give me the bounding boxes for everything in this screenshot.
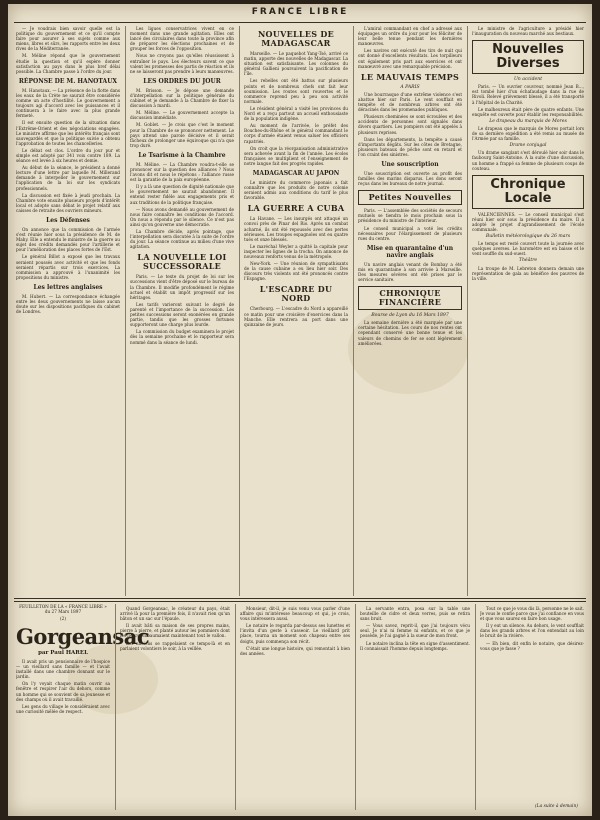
article-paragraph: La commission du budget examinera le projet dès la semaine prochaine et le rapporteur sera nommé dans la séance de lundi. bbox=[130, 329, 234, 345]
article-paragraph: Un navire anglais venant de Bombay a été mis en quarantaine à son arrivée à Marseille. Des mesures sévères ont été prises par le service sanitaire. bbox=[358, 261, 462, 283]
article-paragraph: — Nous avons demandé au gouvernement de nous faire connaître les conditions de l'accord. On nous a répondu par le silence. Ce n'est pas ainsi qu'on gouverne une démocratie. bbox=[130, 206, 234, 227]
feuilleton-rule bbox=[14, 601, 586, 602]
feuilleton-header bbox=[16, 604, 150, 716]
section-heading: RÉPONSE DE M. HANOTAUX bbox=[18, 77, 118, 85]
article-paragraph: Le général Billot a exposé que les travaux seraient poussés avec activité et que les fonds seraient répartis sur trois exercices. La commission a approuvé à l'unanimité les propositions du ministre. bbox=[16, 254, 120, 280]
section-subheading: Théâtre bbox=[518, 258, 538, 264]
article-paragraph: Au début de la séance, le président a donné lecture d'une lettre par laquelle M. Millerand demande à interpeller le gouvernement sur l'application de la loi sur les syndicats professionnels. bbox=[16, 165, 120, 191]
article-paragraph: Le conseil municipal a voté les crédits nécessaires pour l'élargissement de plusieurs rues du centre. bbox=[358, 225, 462, 241]
article-paragraph: Le ministre du commerce japonais a fait connaître que les produits de notre colonie seraient admis aux conditions du tarif le plus favorable. bbox=[244, 179, 348, 201]
feuilleton-paragraph: On l'y voyait chaque matin ouvrir sa fenêtre et respirer l'air du dehors, comme un homme qui se souvient de sa jeunesse et des champs où il avait travaillé. bbox=[16, 681, 110, 702]
section-heading: Mise en quarantaine d'un navire anglais bbox=[366, 244, 454, 259]
article-paragraph: L'amiral commandant en chef a adressé aux équipages un ordre du jour pour les féliciter de leur belle tenue pendant les dernières manœuvres. bbox=[358, 26, 462, 47]
section-heading: CHRONIQUE FINANCIÈRE bbox=[358, 286, 462, 310]
article-paragraph: Les navires ont exécuté des tirs de nuit qui ont donné d'excellents résultats. Les torpilleurs ont également pris part aux exercices et ont manœuvré avec une remarquable précision. bbox=[358, 48, 462, 69]
article-paragraph: Le ministre de l'agriculture a présidé hier l'inauguration du nouveau marché aux bestiaux. bbox=[472, 26, 584, 37]
article-paragraph: M. Méline répond que le gouvernement étudie la question et qu'il espère donner satisfaction au pays dans le plus bref délai possible. La Chambre passe à l'ordre du jour. bbox=[16, 53, 120, 74]
feuilleton-caption: FEUILLETON DE LA « FRANCE LIBRE » du 27 Mars 1897 bbox=[19, 604, 107, 614]
article-paragraph: Le maréchal Weyler a quitté la capitale pour inspecter les lignes de la trocha. On annonce de nouveaux renforts venus de la métropole. bbox=[244, 243, 348, 259]
article-paragraph: Paris. — Un ouvrier couvreur, nommé Jean B..., est tombé hier d'un échafaudage dans la rue de Rivoli. Relevé grièvement blessé, il a été transporté à l'hôpital de la Charité. bbox=[472, 84, 584, 105]
article-paragraph: New-York. — Une réunion de sympathisants de la cause cubaine a eu lieu hier soir. Des discours très violents ont été prononcés contre l'Espagne. bbox=[244, 261, 348, 282]
article-paragraph: M. Méline. — Le gouvernement accepte la discussion immédiate. bbox=[130, 110, 234, 121]
continued-note: (La suite à demain) bbox=[534, 804, 578, 809]
feuilleton-column-2 bbox=[120, 606, 230, 810]
section-heading: L'ESCADRE DU NORD bbox=[259, 284, 333, 304]
column-rule bbox=[115, 604, 116, 810]
feuilleton-paragraph: La servante entra, posa sur la table une bouteille de cidre et deux verres, puis se retira sans bruit. bbox=[360, 606, 470, 622]
column-5 bbox=[472, 26, 584, 596]
section-heading: Le Tsarisme à la Chambre bbox=[138, 151, 226, 159]
column-rule bbox=[239, 26, 240, 596]
article-paragraph: Il y a là une question de dignité nationale que le gouvernement ne saurait abandonner. Il entend rester fidèle aux engagements pris et aux traditions de la politique française. bbox=[130, 184, 234, 205]
section-heading: Une souscription bbox=[381, 160, 439, 168]
article-paragraph: La discussion est fixée à jeudi prochain. La Chambre vote ensuite plusieurs projets d'intérêt local et adopte sans débat le projet relatif aux caisses de retraite des ouvriers mineurs. bbox=[16, 192, 120, 213]
article-paragraph: M. Méline. — La Chambre voudra-t-elle se prononcer sur la question des alliances ? Nous l'avons dit et nous le répétons : l'alliance russe est la garantie de la paix européenne. bbox=[130, 161, 234, 183]
section-heading: Petites Nouvelles bbox=[358, 190, 462, 205]
article-paragraph: Les tarifs varieront suivant le degré de parenté et l'importance de la succession. Les petites successions seront exonérées en grande partie, tandis que les grosses fortunes supporteront une charge plus lourde. bbox=[130, 301, 234, 328]
article-paragraph: — Je voudrais bien savoir quelle est la politique du gouvernement et ce qu'il compte faire pour assurer à ses sujets comme aux miens, libres et sûrs, les rapports entre les deux rives de la Méditerranée. bbox=[16, 26, 120, 52]
article-paragraph: Il est ensuite question de la situation dans l'Extrême-Orient et des négociations engagées. Le ministre affirme que les intérêts français sont sauvegardés et que la politique suivie a obtenu l'approbation de toutes les chancelleries. bbox=[16, 120, 120, 146]
newspaper-page bbox=[8, 4, 592, 816]
feuilleton-paragraph: Le notaire inclina la tête en signe d'assentiment. Il connaissait l'homme depuis longtemps. bbox=[360, 640, 470, 651]
feuilleton-paragraph: Le notaire le regarda par-dessus ses lunettes et l'invita d'un geste à s'asseoir. Le vieillard prit place, tourna un moment son chapeau entre ses doigts, puis commença son récit. bbox=[240, 623, 350, 644]
section-heading: MADAGASCAR AU JAPON bbox=[252, 169, 340, 177]
column-rule bbox=[353, 26, 354, 596]
section-heading: Les Défenses bbox=[46, 217, 90, 224]
masthead-rule bbox=[14, 22, 586, 23]
article-paragraph: Le débat est clos. L'ordre du jour pur et simple est adopté par 341 voix contre 189. La séance est levée à six heures et demie. bbox=[16, 147, 120, 164]
feuilleton-paragraph: Monsieur, dit-il, je suis venu vous parler d'une affaire qui m'intéresse beaucoup et qui, je crois, vous intéressera aussi. bbox=[240, 606, 350, 622]
article-paragraph: Le résident général a visité les provinces du Nord et a reçu partout un accueil enthousiaste de la population indigène. bbox=[244, 105, 348, 122]
column-rule bbox=[355, 604, 356, 810]
article-paragraph: La troupe de M. Lebreton donnera demain une représentation de gala au bénéfice des pauvres de la ville. bbox=[472, 265, 584, 281]
article-paragraph: M. Brisson. — Je dépose une demande d'interpellation sur la politique générale du cabinet et je demande à la Chambre de fixer la discussion à mardi. bbox=[130, 87, 234, 109]
article-paragraph: On annonce que la commission de l'armée s'est réunie hier sous la présidence de M. de Mahy. Elle a entendu le ministre de la guerre au sujet des crédits demandés pour l'artillerie et pour l'amélioration des places fortes de l'Est. bbox=[16, 227, 120, 253]
feuilleton-paragraph: Il avait pris un pensionnaire de l'hospice — un vieillard sans famille — et l'avait installé dans une chambre donnant sur le jardin. bbox=[16, 659, 110, 680]
article-paragraph: La semaine dernière a été marquée par une certaine hésitation. Les cours de nos rentes ont cependant conservé une bonne tenue et les valeurs de chemins de fer se sont légèrement améliorées. bbox=[358, 320, 462, 346]
article-paragraph: Les rebelles ont été battus sur plusieurs points et de nombreux chefs ont fait leur soumission. Les routes sont rouvertes et le commerce reprend peu à peu son activité normale. bbox=[244, 78, 348, 104]
feuilleton-column-5 bbox=[480, 606, 584, 800]
article-paragraph: M. Goblet. — Je crois que c'est le moment pour la Chambre de se prononcer nettement. Le pays attend une parole décisive et il serait fâcheux de prolonger une équivoque qui n'a que trop duré. bbox=[130, 122, 234, 148]
section-heading: Les lettres anglaises bbox=[33, 283, 103, 291]
article-paragraph: Les ligues conservatrices vivent en ce moment dans une grande agitation. Elles ont lancé des circulaires dans toute la province afin de préparer les élections prochaines et de grouper les forces de l'opposition. bbox=[130, 26, 234, 52]
section-heading: LES ORDRES DU JOUR bbox=[143, 77, 221, 85]
section-subheading: Un accident bbox=[513, 77, 543, 83]
feuilleton-column-4 bbox=[360, 606, 470, 810]
feuilleton-paragraph: — Eh bien, dit enfin le notaire, que désirez-vous que je fasse ? bbox=[480, 640, 584, 651]
article-paragraph: Plusieurs cheminées se sont écroulées et des accidents de personnes sont signalés dans divers quartiers. Les pompiers ont été appelés à plusieurs reprises. bbox=[358, 114, 462, 135]
article-paragraph: Le drapeau que le marquis de Mores portait lors de sa dernière expédition a été remis au musée de l'Armée par sa famille. bbox=[472, 125, 584, 142]
article-paragraph: La Chambre décide, après pointage, que l'interpellation sera discutée à la suite de l'ordre du jour. La séance continue au milieu d'une vive agitation. bbox=[130, 229, 234, 250]
section-subheading: Drame conjugal bbox=[509, 143, 547, 149]
article-paragraph: Le temps est resté couvert toute la journée avec quelques averses. Le baromètre est en baisse et le vent souffle du sud-ouest. bbox=[472, 241, 584, 257]
feuilleton-paragraph: Les gens du village le considéraient avec une curiosité mêlée de respect. bbox=[16, 703, 110, 714]
article-paragraph: Un drame sanglant s'est déroulé hier soir dans le faubourg Saint-Antoine. À la suite d'une discussion, un homme a frappé sa femme de plusieurs coups de couteau. bbox=[472, 150, 584, 171]
feuilleton-number: (2) bbox=[60, 616, 66, 621]
section-subheading: Bulletin météorologique du 26 mars bbox=[485, 234, 571, 240]
column-4 bbox=[358, 26, 462, 596]
section-heading: LA GUERRE A CUBA bbox=[247, 203, 345, 214]
masthead: FRANCE LIBRE bbox=[251, 7, 349, 17]
section-subheading: A PARIS bbox=[400, 84, 420, 90]
article-paragraph: Une souscription est ouverte au profit des familles des marins disparus. Les dons seront reçus dans les bureaux de notre journal. bbox=[358, 170, 462, 187]
feuilleton-author: par Paul HAREL bbox=[38, 650, 88, 656]
feuilleton-paragraph: Quand Gorgeansac, le créateur du pays, était arrivé là pour la première fois, il n'avait rien qu'un bâton et un sac sur l'épaule. bbox=[120, 606, 230, 622]
column-rule bbox=[475, 604, 476, 810]
section-heading: Nouvelles Diverses bbox=[472, 40, 584, 74]
article-paragraph: On croit que la réorganisation administrative sera achevée avant la fin de l'année. Les écoles françaises se multiplient et l'enseignement de notre langue fait des progrès rapides. bbox=[244, 145, 348, 166]
article-paragraph: Nous ne croyons pas qu'elles réussissent à entraîner le pays. Les électeurs savent ce que valent les promesses des partis de réaction et ils ne se laisseront pas prendre à leurs manœuvres. bbox=[130, 53, 234, 74]
feuilleton-paragraph: — Vous savez, reprit-il, que j'ai toujours vécu seul. Je n'ai ni femme ni enfants, et ce que je possède, je l'ai gagné à la sueur de mon front. bbox=[360, 623, 470, 639]
section-heading: LA NOUVELLE LOI SUCCESSORALE bbox=[137, 252, 227, 272]
feuilleton-paragraph: Tout ce que je vous dis là, personne ne le sait. Je vous le confie parce que j'ai confiance en vous et que vous saurez en faire bon usage. bbox=[480, 606, 584, 622]
article-paragraph: Paris. — Le texte du projet de loi sur les successions vient d'être déposé sur le bureau de la Chambre. Il modifie profondément le régime actuel et établit un impôt progressif sur les héritages. bbox=[130, 274, 234, 300]
feuilleton-title: Gorgeansac bbox=[16, 624, 150, 649]
feuilleton-paragraph: C'était une longue histoire, qui remontait à bien des années. bbox=[240, 645, 350, 656]
section-heading: NOUVELLES DE MADAGASCAR bbox=[257, 29, 335, 48]
feuilleton-paragraph: Les anciens se rappelaient ce temps-là et en parlaient volontiers le soir, à la veillée. bbox=[120, 640, 230, 651]
feuilleton-rule bbox=[14, 598, 586, 599]
article-paragraph: Dans les départements, la tempête a causé d'importants dégâts. Sur les côtes de Bretagne, plusieurs bateaux de pêche sont en retard et l'on craint des sinistres. bbox=[358, 136, 462, 157]
column-rule bbox=[235, 604, 236, 810]
article-paragraph: Le malheureux était père de quatre enfants. Une enquête est ouverte pour établir les responsabilités. bbox=[472, 106, 584, 117]
article-paragraph: Au moment de l'arrivée, le préfet des Bouches-du-Rhône et le général commandant le corps d'armée étaient venus saluer les officiers rapatriés. bbox=[244, 123, 348, 144]
section-subheading: Le drapeau du marquis de Mores bbox=[489, 118, 567, 124]
section-heading: LE MAUVAIS TEMPS bbox=[360, 71, 460, 82]
column-1 bbox=[16, 26, 120, 596]
section-subheading: Bourse de Lyon du 16 Mars 1897 bbox=[371, 313, 449, 319]
article-paragraph: Cherbourg. — L'escadre du Nord a appareillé ce matin pour une croisière d'exercices dans la Manche. Elle rentrera au port dans une quinzaine de jours. bbox=[244, 306, 348, 327]
column-rule bbox=[467, 26, 468, 596]
feuilleton-paragraph: Il y eut un silence. Au dehors, le vent soufflait dans les grands arbres et l'on entendait au loin le bruit de la rivière. bbox=[480, 623, 584, 639]
column-2 bbox=[130, 26, 234, 596]
column-rule bbox=[125, 26, 126, 596]
feuilleton-column-1 bbox=[16, 659, 110, 716]
feuilleton-column-3 bbox=[240, 606, 350, 810]
article-paragraph: Une bourrasque d'une extrême violence s'est abattue hier sur Paris. Le vent soufflait en tempête et de nombreux arbres ont été déracinés dans les promenades publiques. bbox=[358, 91, 462, 113]
article-paragraph: Paris. — L'assemblée des sociétés de secours mutuels se tiendra le mois prochain sous la présidence du ministre de l'intérieur. bbox=[358, 208, 462, 224]
feuilleton-paragraph: Il avait bâti sa maison de ses propres mains, pierre à pierre, et planté autour les pommiers dont les fleurs embaumaient maintenant tout le vallon. bbox=[120, 623, 230, 639]
article-paragraph: M. Hanotaux. — La présence de la flotte dans les eaux de la Crète ne saurait être considérée comme un acte d'hostilité. Le gouvernement a toujours agi d'accord avec les puissances et il continuera à le faire avec la plus grande fermeté. bbox=[16, 87, 120, 119]
article-paragraph: Marseille. — Le paquebot Yang-Tsé, arrivé ce matin, apporte des nouvelles de Madagascar. La situation est satisfaisante. Les colonnes du général Gallieni poursuivent la pacification de l'île. bbox=[244, 51, 348, 77]
column-3 bbox=[244, 26, 348, 596]
section-heading: Chronique Locale bbox=[472, 175, 584, 209]
article-paragraph: M. Hubert. — La correspondance échangée entre les deux gouvernements ne laisse aucun doute sur les dispositions pacifiques du cabinet de Londres. bbox=[16, 293, 120, 315]
article-paragraph: La Havane. — Les insurgés ont attaqué un convoi près de Pinar del Rio. Après un combat acharné, ils ont été repoussés avec des pertes sérieuses. Les troupes espagnoles ont eu quatre tués et onze blessés. bbox=[244, 216, 348, 242]
article-paragraph: VALENCIENNES. — Le conseil municipal s'est réuni hier soir sous la présidence du maire. Il a adopté le projet d'agrandissement de l'école communale. bbox=[472, 211, 584, 232]
